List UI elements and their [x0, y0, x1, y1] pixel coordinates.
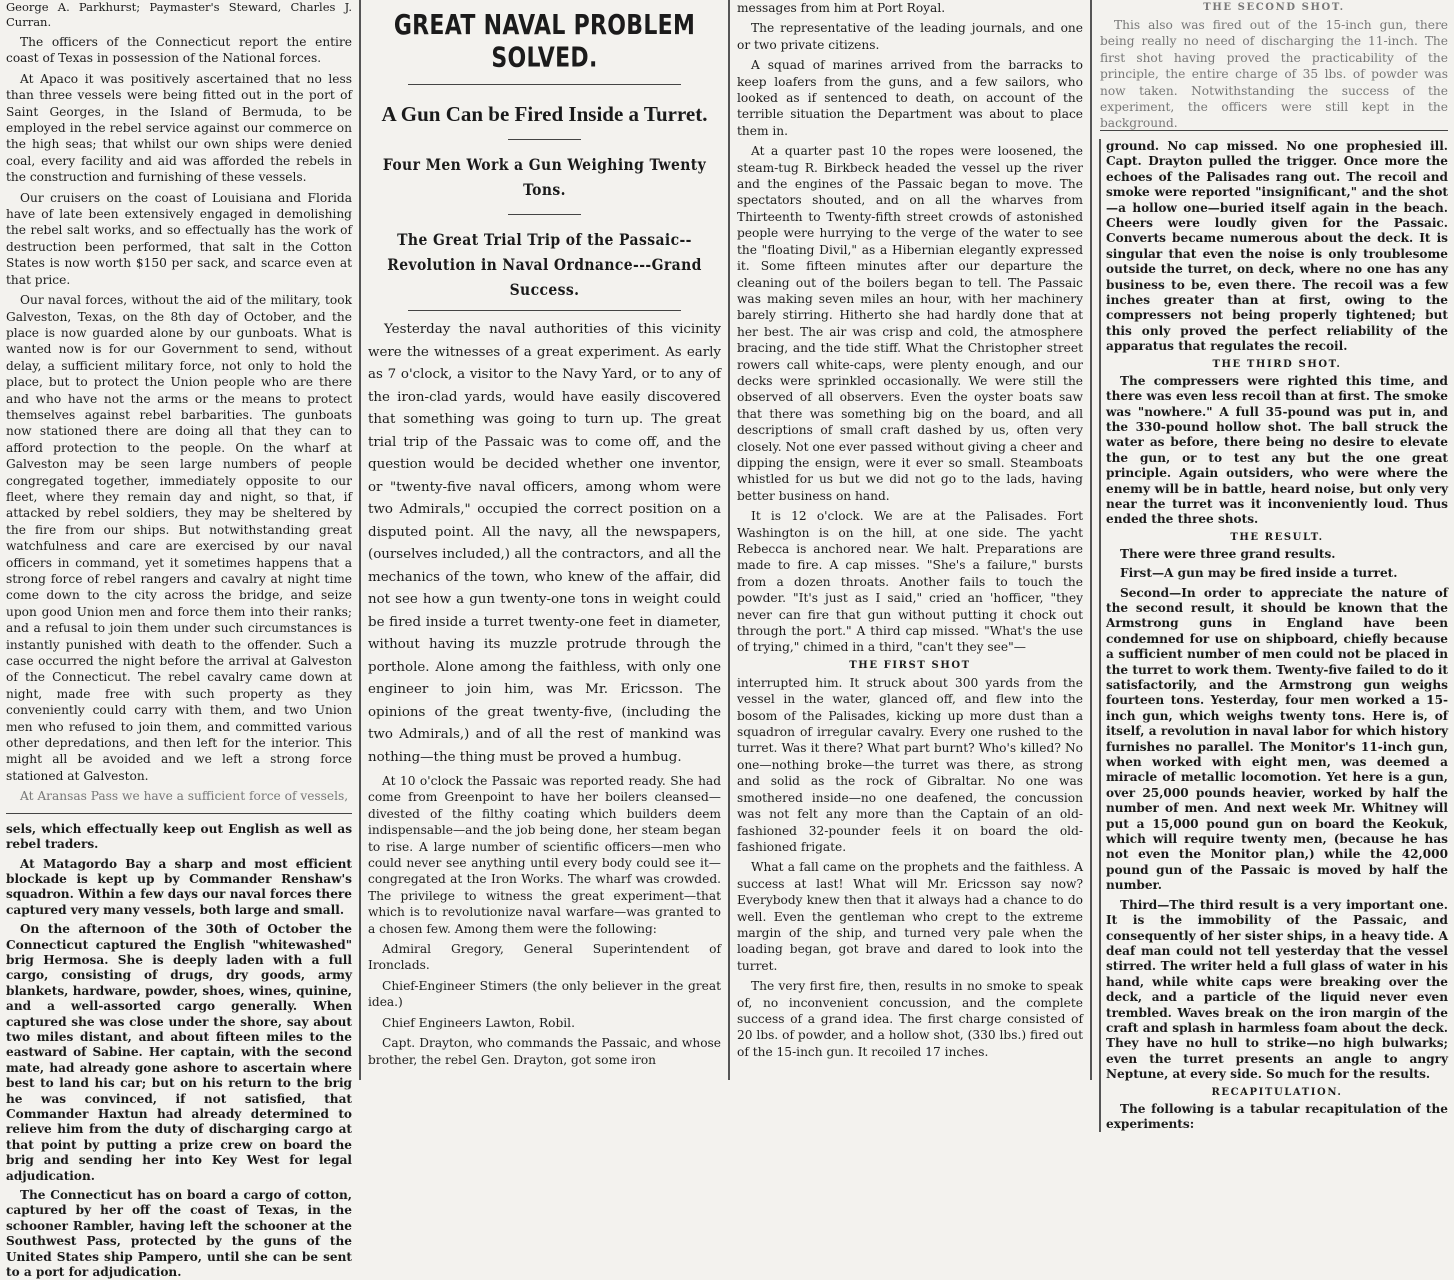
paragraph: At Aransas Pass we have a sufficient force of vessels, [20, 789, 349, 804]
paragraph: It is 12 o'clock. We are at the Palisades. Fort Washington is on the hill, at one side. The yacht Rebecca is anchored near. We halt. Preparations are made to fire. A cap misses. "She's a failure," bursts from a dozen throats. Another fails to touch the powder. "It's just as I said," cried an 'hofficer, "they never can fire that gun without putting it chock out through the port." A third cap missed. "What's the use of trying," chimed in a third, "can't they see"— [737, 509, 1083, 655]
paragraph: The officers of the Connecticut report the entire coast of Texas in possession of the National forces. [6, 35, 352, 66]
paragraph: The following is a tabular recapitulation of the experiments: [1106, 1101, 1448, 1131]
paragraph: What a fall came on the prophets and the faithless. A success at last! What will Mr. Ericsson say now? Everybody knew then that it always had a chance to do well. Even the gentleman who crept to the extreme margin of the ship, and turned very pale when the loading began, got brave and dared to look into the turret. [737, 860, 1083, 973]
paragraph: This also was fired out of the 15-inch gun, there being really no need of discharging the 11-inch. The first shot having proved the practicability of the principle, the entire charge of 35 lbs. of powder was now taken. Notwithstanding the success of the experiment, the officers were still kept in the background. [1100, 18, 1448, 131]
paragraph: Capt. Drayton, who commands the Passaic, and whose brother, the rebel Gen. Drayton, got some iron [368, 1036, 721, 1067]
deck-2: Four Men Work a Gun Weighing Twenty Tons. [382, 155, 707, 199]
paragraph: A squad of marines arrived from the barracks to keep loafers from the guns, and a few sailors, who looked as if sentenced to death, on account of the terrible situation the Department was about to place them in. [737, 58, 1083, 138]
column-rule [1090, 0, 1092, 1080]
paragraph: The compressers were righted this time, and there was even less recoil than at first. The smoke was "nowhere." A full 35-pound was put in, and the 330-pound hollow shot. The ball struck the water as before, there being no desire to elevate the gun, or to test any but the one great principle. Again outsiders, who were where the enemy will be in battle, heard noise, but only very near the turret was it inconveniently loud. Thus ended the three shots. [1106, 373, 1448, 527]
headline: GREAT NAVAL PROBLEM SOLVED. [393, 10, 696, 74]
officers-list: George A. Parkhurst; Paymaster's Steward, Charles J. Curran. [6, 0, 352, 29]
column-3 [731, 0, 1089, 1080]
divider [508, 139, 581, 140]
paragraph: Our cruisers on the coast of Louisiana and Florida have of late been extensively engaged in demolishing the rebel salt works, and so effectually has the work of destruction been performed, that salt in the Cotton States is now worth $150 per sack, and scarce even at that price. [6, 190, 352, 287]
paragraph: Our naval forces, without the aid of the military, took Galveston, Texas, on the 8th day of October, and the place is now guarded alone by our gunboats. What is wanted now is for our Government to send, without delay, a sufficient military force, not only to hold the place, but to protect the Union people who are there and who have not the arms or the means to protect themselves against rebel barbarities. The gunboats now stationed there are doing all that they can to afford protection to the people. On the wharf at Galveston may be seen large numbers of people congregated together, immediately opposite to our fleet, where they remain day and night, so that, if attacked by rebel soldiers, they may be sheltered by the fire from our ships. But notwithstanding great watchfulness and care are exercised by our naval officers in command, yet it sometimes happens that a strong force of rebel rangers and cavalry at night time come down to the city across the bridge, and seize upon good Union men and force them into their ranks; and a refusal to join them under such circumstances is instantly punished with death to the offender. Such a case occurred the night before the arrival at Galveston of the Connecticut. The rebel cavalry came down at night, made free with such property as they conveniently could carry with them, and two Union men who refused to join them, and committed various other depredations, and then left for the interior. This might all be avoided and we left a strong force stationed at Galveston. [6, 293, 352, 783]
paragraph: Third—The third result is a very important one. It is the immobility of the Passaic, and consequently of her sister ships, in a heavy tide. A deaf man could not tell yesterday that the vessel stirred. The writer held a full glass of water in his hand, while white caps were breaking over the deck, and a particle of the liquid never even trembled. Waves break on the iron margin of the craft and splash in harmless foam about the deck. They have no hull to strike—no high bulwarks; even the turret presents an angle to angry Neptune, at every side. So much for the results. [1106, 897, 1448, 1082]
column-4 [1094, 0, 1454, 1131]
deck-3: The Great Trial Trip of the Passaic--Revolution in Naval Ordnance---Grand Success. [387, 230, 702, 299]
paragraph: sels, which effectually keep out English as well as rebel traders. [6, 821, 352, 852]
subhead-recapitulation: RECAPITULATION. [1211, 1086, 1343, 1098]
paragraph: At a quarter past 10 the ropes were loosened, the steam-tug R. Birkbeck headed the vessel up the river and the engines of the Passaic began to move. The spectators shouted, and on all the wharves from Thirteenth to Twenty-fifth street crowds of astonished people were hurrying to the verge of the water to see the "floating Divil," as a Hibernian elegantly expressed it. Some fifteen minutes after our departure the cleaning out of the boilers began to tell. The Passaic was making seven miles an hour, with her machinery barely stirring. Hitherto she had hardly done that at her best. The air was crisp and cold, the atmosphere bracing, and the tide stiff. What the Christopher street rowers call white-caps, were plenty enough, and our decks were sprinkled occasionally. We were still the observed of all observers. Even the oyster boats saw that there was something big on the board, and all descriptions of small craft dashed by us, often very closely. Not one ever passed without giving a cheer and dipping the ensign, were it ever so small. Steamboats whistled for us but we did not go to the lads, having better business on hand. [737, 144, 1083, 503]
lead-paragraph: Yesterday the naval authorities of this vicinity were the witnesses of a great experiment. As early as 7 o'clock, a visitor to the Navy Yard, or to any of the iron-clad yards, would have easily discovered that something was going to turn up. The great trial trip of the Passaic was to come off, and the question would be decided whether one inventor, or "twenty-five naval officers, among whom were two Admirals," occupied the correct position on a disputed point. All the navy, all the newspapers, (ourselves included,) all the contractors, and all the mechanics of the town, who knew of the affair, did not see how a gun twenty-one tons in weight could be fired inside a turret twenty-one feet in diameter, without having its muzzle protrude through the porthole. Alone among the faithless, with only one engineer to join him, was Mr. Ericsson. The opinions of the great twenty-five, (including the two Admirals,) and of all the rest of mankind was nothing—the thing must be proved a humbug. [368, 322, 721, 765]
column-rule [728, 0, 730, 1080]
paragraph: At Apaco it was positively ascertained that no less than three vessels were being fitted out in the port of Saint Georges, in the Island of Bermuda, to be employed in the rebel service against our commerce on the high seas; that whilst our own ships were denied coal, every facility and aid was afforded the rebels in the construction and furnishing of these vessels. [6, 71, 352, 185]
bold-section [1099, 139, 1448, 1132]
paragraph: First—A gun may be fired inside a turret. [1120, 566, 1398, 581]
paragraph: Chief Engineers Lawton, Robil. [382, 1015, 575, 1030]
faded-top-section [1100, 2, 1448, 131]
paragraph: The very first fire, then, results in no smoke to speak of, no inconvenient concussion, and the complete success of a grand idea. The first charge consisted of 20 lbs. of powder, and a hollow shot, (330 lbs.) fired out of the 15-inch gun. It recoiled 17 inches. [737, 979, 1083, 1059]
paragraph: On the afternoon of the 30th of October the Connecticut captured the English "whitewashed" brig Hermosa. She is deeply laden with a full cargo, consisting of drugs, dry goods, army blankets, hardware, powder, shoes, wines, quinine, and a well-assorted cargo generally. When captured she was close under the shore, say about two miles distant, and about fifteen miles to the eastward of Sabine. Her captain, with the second mate, had already gone ashore to ascertain where best to land his car; but on his return to the brig he was convinced, if not satisfied, that Commander Haxtun had already determined to relieve him from the duty of discharging cargo at that point by putting a prize crew on board the brig and sending her into Key West for legal adjudication. [6, 922, 352, 1183]
paragraph: ground. No cap missed. No one prophesied ill. Capt. Drayton pulled the trigger. Once more the echoes of the Palisades rang out. The recoil and smoke were reported "insignificant," and the shot—a hollow one—buried itself again in the beach. Cheers were loudly given for the Passaic. Converts became numerous about the deck. It is singular that even the noise is only troublesome outside the turret, on deck, where no one has any business to be, even there. The recoil was a few inches greater than at first, owing to the compressers not being properly tightened; but this only proved the perfect reliability of the apparatus that regulates the recoil. [1106, 139, 1448, 354]
divider [408, 310, 681, 311]
bold-section [6, 822, 352, 1280]
divider [508, 214, 581, 215]
paragraph: There were three grand results. [1120, 546, 1336, 561]
subhead-result: THE RESULT. [1230, 531, 1324, 543]
paragraph: messages from him at Port Royal. [737, 1, 946, 15]
divider [6, 813, 352, 814]
paragraph: At 10 o'clock the Passaic was reported ready. She had come from Greenpoint to have her boilers cleansed—divested of the filthy coating which builders deem indispensable—and the job being done, her steam began to rise. A large number of scientific officers—men who could never see anything until every body could see it—congregated at the Iron Works. The wharf was crowded. The privilege to witness the great experiment—that which is to revolutionize naval warfare—was granted to a chosen few. Among them were the following: [368, 774, 721, 936]
column-rule [359, 0, 361, 1080]
divider [408, 84, 681, 85]
paragraph: Chief-Engineer Stimers (the only believer in the great idea.) [368, 978, 721, 1010]
paragraph: The representative of the leading journals, and one or two private citizens. [737, 21, 1083, 52]
paragraph: At Matagordo Bay a sharp and most efficient blockade is kept up by Commander Renshaw's squadron. Within a few days our naval forces there captured very many vessels, both large and small. [6, 856, 352, 917]
column-1 [0, 0, 358, 1280]
paragraph: The Connecticut has on board a cargo of cotton, captured by her off the coast of Texas, in the schooner Rambler, having left the schooner at the Southwest Pass, protected by the guns of the United States ship Pampero, until she can be sent to a port for adjudication. [6, 1188, 352, 1280]
paragraph: Second—In order to appreciate the nature of the second result, it should be known that the Armstrong guns in England have been condemned for use on shipboard, chiefly because a sufficient number of men could not be placed in the turret to work them. Twenty-five failed to do it satisfactorily, and the Armstrong gun weighs fourteen tons. Yesterday, four men worked a 15-inch gun, which weighs twenty tons. Here is, of itself, a revolution in naval labor for which history furnishes no parallel. The Monitor's 11-inch gun, when worked with eight men, was deemed a miracle of metallic locomotion. Yet here is a gun, over 25,000 pounds heavier, worked by half the number of men. And next week Mr. Whitney will put a 15,000 pound gun on board the Keokuk, which will require twenty men, (because he has not even the Monitor plan,) while the 42,000 pound gun of the Passaic is moved by half the number. [1106, 585, 1448, 893]
subhead-first-shot: THE FIRST SHOT [849, 659, 971, 671]
paragraph: interrupted him. It struck about 300 yards from the vessel in the water, glanced off, and flew into the bosom of the Palisades, kicking up more dust than a squadron of irregular cavalry. Every one rushed to the turret. Was it there? What part burnt? Who's killed? No one—nothing broke—the turret was there, as strong and solid as the rock of Gibraltar. No one was smothered inside—no one deafened, the concussion was not felt any more than the Captain of an old-fashioned 32-pounder feels it on board the old-fashioned frigate. [737, 675, 1083, 854]
subhead-second-shot: THE SECOND SHOT. [1203, 2, 1345, 13]
subhead-third-shot: THE THIRD SHOT. [1212, 358, 1342, 370]
column-2 [362, 0, 727, 1080]
deck-1: A Gun Can be Fired Inside a Turret. [381, 102, 708, 126]
paragraph: Admiral Gregory, General Superintendent of Ironclads. [368, 942, 721, 973]
